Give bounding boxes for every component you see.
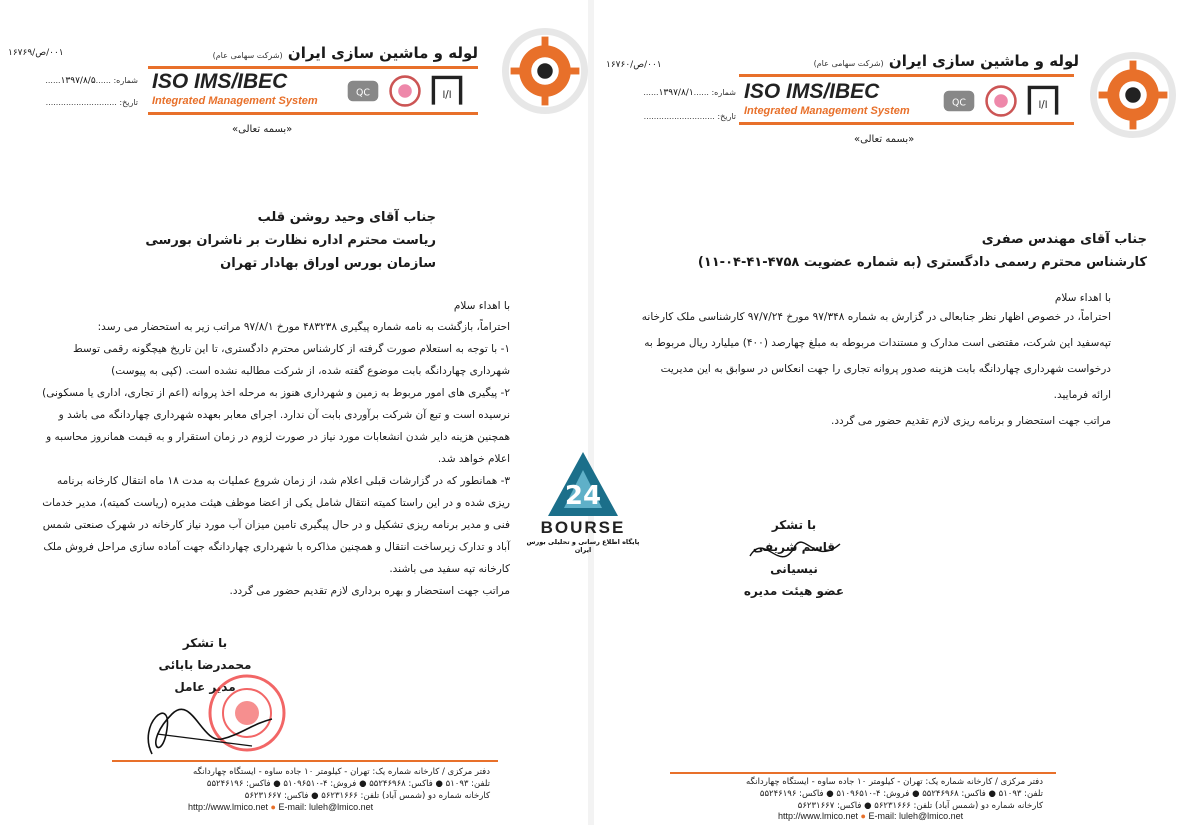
greeting: با اهداء سلام [1054, 292, 1111, 304]
reference-number: ۰۰۱/ص/۱۶۷۶۹ [8, 48, 64, 58]
paragraph: احتراماً، در خصوص اظهار نظر جنابعالی در گزارش به شماره ۹۷/۳۴۸ مورخ ۹۷/۷/۲۴ کارشناسی ملک کارخانه تپه‌سفید این شرکت، مقتضی است مدارک و مستندات مربوطه به مبلغ چهارصد (۴۰۰) میلیارد ریال مربوط به درخواست شهرداری چهاردانگه بابت هزینه صدور پروانه تجاری را جهت انعکاس در سوابق به این مدیریت ارائه فرمایید. [641, 311, 1111, 401]
addressee-block [76, 206, 436, 275]
paragraph: ۱- با توجه به استعلام صورت گرفته از کارشناس محترم دادگستری، تا این تاریخ هیچگونه رقمی توسط شهرداری چهاردانگه بابت موضوع گفته شده، از شرکت مطالبه نشده است. (کپی به پیوست) [72, 343, 510, 377]
addressee-line: سازمان بورس اوراق بهادار تهران [220, 256, 436, 271]
bourse-watermark [520, 448, 646, 554]
addressee-block [697, 228, 1147, 274]
company-gear-logo [1090, 52, 1176, 138]
svg-text:24: 24 [564, 481, 602, 511]
header-rule-bottom [739, 122, 1074, 125]
closing-line: مراتب جهت استحضار و برنامه ریزی لازم تقدیم حضور می گردد. [831, 415, 1111, 427]
header-rule [739, 74, 1074, 77]
footer-line: تلفن: ۵۱۰۹۳ ● فاکس: ۵۵۲۴۶۹۶۸ ● فروش: ۴-۵۱۰۹۶۵۱۰ ● فاکس: ۵۵۲۴۶۱۹۶ [206, 779, 490, 789]
addressee-line: کارشناس محترم رسمی دادگستری (به شماره عضویت ۴۷۵۸-۴۱-۰۴-۱۱) [697, 255, 1147, 270]
signature-line: عضو هیئت مدیره [743, 584, 845, 598]
number-line: شماره: ......۱۳۹۷/۸/۵...... [45, 76, 138, 86]
certification-badge-icon [346, 74, 380, 108]
paragraph: احتراماً، بازگشت به نامه شماره پیگیری ۴۸۳۲۳۸ مورخ ۹۷/۸/۱ مراتب زیر به استحضار می رسد: [97, 321, 510, 333]
header-rule [148, 66, 478, 69]
date-line: تاریخ: ............................ [45, 98, 138, 107]
svg-text:QC: QC [356, 87, 370, 99]
website-link[interactable]: http://www.lmico.net [188, 802, 269, 812]
motto: «بسمه تعالی» [232, 124, 293, 135]
paragraph: ۲- پیگیری های امور مربوط به زمین و شهرداری هنوز به مرحله اخذ پروانه (اعم از تجاری، اداری یا مسکونی) نرسیده است و تبع آن شرکت برآوردی بابت آن ندارد. اجرای معابر بعهده شهرداری چهاردانگه می باشد و همچنین هزینه دایر شدن انشعابات مورد نیاز در صورت لزوم در زمان استقرار و به قیمت همانروز محاسبه و اعلام خواهد شد. [42, 387, 510, 465]
closing-line: مراتب جهت استحضار و بهره برداری لازم تقدیم حضور می گردد. [229, 585, 510, 597]
signature-line: با تشکر [771, 518, 817, 532]
certification-badge-icon [942, 84, 976, 118]
footer-rule [112, 760, 498, 762]
iso-subtitle: Integrated Management System [152, 95, 318, 107]
date-line: تاریخ: ............................ [643, 112, 736, 121]
svg-text:QC: QC [952, 97, 966, 109]
signature-line: محمدرضا بابائی [158, 658, 252, 672]
footer-address [663, 776, 1043, 812]
company-name: لوله و ماشین سازی ایران (شرکت سهامی عام) [813, 52, 1079, 70]
company-name: لوله و ماشین سازی ایران (شرکت سهامی عام) [212, 44, 478, 62]
letter-right [594, 0, 1183, 825]
footer-line: کارخانه شماره دو (شمس آباد) تلفن: ۵۶۲۳۱۶۶۶ ● فاکس: ۵۶۲۳۱۶۶۷ [244, 791, 490, 801]
reference-number: ۰۰۱/ص/۱۶۷۶۰ [606, 60, 662, 70]
footer-address [110, 766, 490, 802]
footer-line: کارخانه شماره دو (شمس آباد) تلفن: ۵۶۲۳۱۶۶۶ ● فاکس: ۵۶۲۳۱۶۶۷ [797, 801, 1043, 811]
letter-left [0, 0, 588, 825]
standard-mark-icon [430, 74, 464, 108]
footer-web: http://www.lmico.net ● E-mail: luleh@lmico.net [188, 802, 374, 812]
svg-text:ا/ا: ا/ا [442, 89, 452, 101]
addressee-line: ریاست محترم اداره نظارت بر ناشران بورسی [145, 233, 436, 248]
bourse-logo-icon [520, 448, 646, 518]
standard-mark-icon [1026, 84, 1060, 118]
company-gear-logo [502, 28, 588, 114]
addressee-line: جناب آقای مهندس صفری [981, 232, 1147, 247]
bourse-brand: BOURSE [540, 518, 626, 537]
motto: «بسمه تعالی» [854, 134, 915, 145]
paragraph: ۳- همانطور که در گزارشات قبلی اعلام شد، از زمان شروع عملیات به مدت ۱۸ ماه انتقال کارخانه برنامه ریزی شده و در این راستا کمیته انتقال شامل یکی از اعضا موظف هیئت مدیره (ریاست کمیته)، مدیر خدمات فنی و مدیر برنامه ریزی تشکیل و در حال پیگیری تامین میزان آب مورد نیاز کارخانه در شهرک صنعتی شمس آباد و تدارک زیرساخت انتقال و همچنین مذاکره با شهرداری چهاردانگه جهت آماده سازی مراحل فروش ملک کارخانه تپه سفید می باشند. [42, 475, 510, 575]
quality-seal-icon [388, 74, 422, 108]
greeting: با اهداء سلام [453, 300, 510, 312]
iso-subtitle: Integrated Management System [744, 105, 910, 117]
footer-line: دفتر مرکزی / کارخانه شماره یک: تهران - کیلومتر ۱۰ جاده ساوه - ایستگاه چهاردانگه [745, 777, 1043, 787]
quality-seal-icon [984, 84, 1018, 118]
iso-title: ISO IMS/IBEC [152, 70, 288, 93]
signature-line: با تشکر [182, 636, 228, 650]
signature-line: مدیر عامل [174, 680, 236, 694]
handwritten-signature [740, 526, 850, 582]
addressee-line: جناب آقای وحید روشن قلب [257, 210, 436, 225]
footer-web: http://www.lmico.net ● E-mail: luleh@lmico.net [778, 811, 964, 821]
signature-line: قاسم شریفی نیسیانی [752, 540, 836, 576]
footer-rule [670, 772, 1056, 774]
iso-title: ISO IMS/IBEC [744, 80, 880, 103]
header-rule-bottom [148, 112, 478, 115]
footer-line: تلفن: ۵۱۰۹۳ ● فاکس: ۵۵۲۴۶۹۶۸ ● فروش: ۴-۵۱۰۹۶۵۱۰ ● فاکس: ۵۵۲۴۶۱۹۶ [759, 789, 1043, 799]
svg-text:ا/ا: ا/ا [1038, 99, 1048, 111]
email-link[interactable]: E-mail: luleh@lmico.net [868, 811, 964, 821]
number-line: شماره: ......۱۳۹۷/۸/۱...... [643, 88, 736, 98]
letter-body [40, 316, 510, 602]
letter-body [641, 304, 1111, 434]
bourse-tagline: پایگاه اطلاع رسانی و تحلیلی بورس ایران [526, 538, 640, 554]
email-link[interactable]: E-mail: luleh@lmico.net [278, 802, 374, 812]
website-link[interactable]: http://www.lmico.net [778, 811, 859, 821]
footer-line: دفتر مرکزی / کارخانه شماره یک: تهران - کیلومتر ۱۰ جاده ساوه - ایستگاه چهاردانگه [192, 767, 490, 777]
